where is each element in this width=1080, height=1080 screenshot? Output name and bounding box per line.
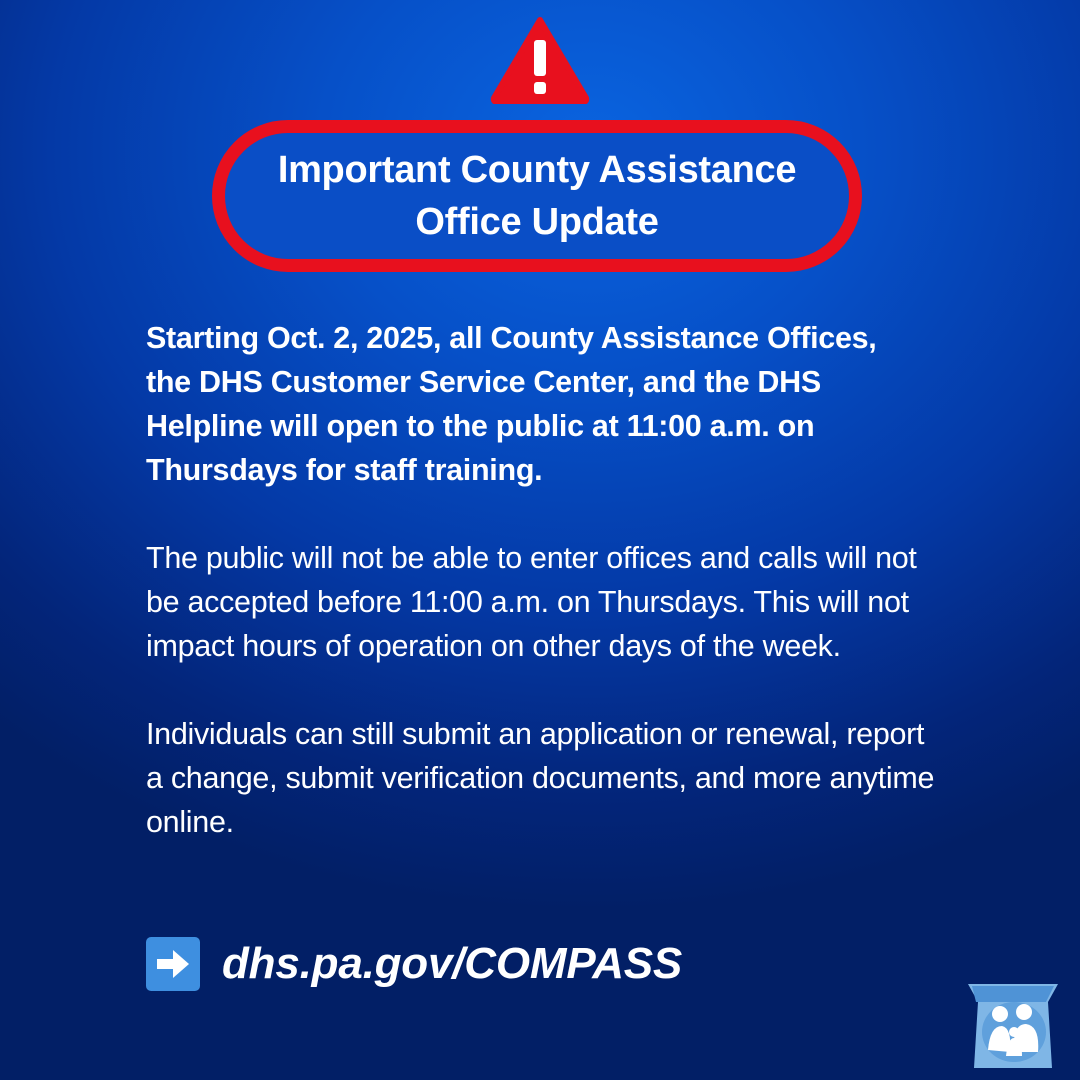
compass-link-row[interactable] [146,936,682,992]
paragraph-online-services: Individuals can still submit an application or renewal, report a change, submit verification documents, and more anytime online. [146,717,935,839]
paragraph-access-restriction: The public will not be able to enter offices and calls will not be accepted before 11:00 a.m. on Thursdays. This will not impact hours of operation on other days of the week. [146,541,917,663]
paragraph-schedule-change: Starting Oct. 2, 2025, all County Assistance Offices, the DHS Customer Service Center, and the DHS Helpline will open to the public at 11:00 a.m. on Thursdays for staff training. [146,321,877,487]
body-copy [146,316,946,888]
compass-link[interactable]: dhs.pa.gov/COMPASS [222,939,683,988]
right-arrow-icon [146,937,200,991]
pa-keystone-family-logo-icon [966,972,1060,1068]
alert-title: Important County Assistance Office Update [277,149,797,243]
warning-triangle-icon [490,16,590,104]
alert-title-box [212,120,862,272]
